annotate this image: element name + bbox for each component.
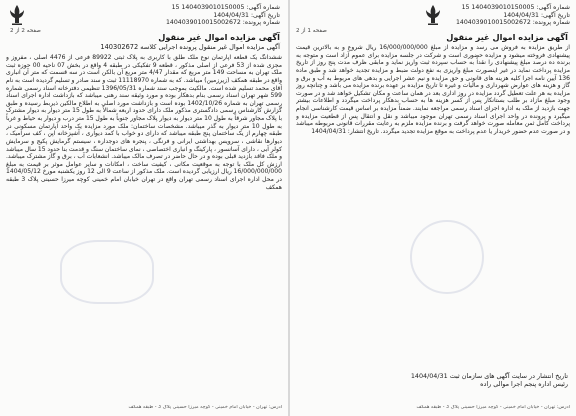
announcement-number: شماره آگهی: 1404039010150005 15 <box>461 4 570 11</box>
announcement-number: شماره آگهی: 1404039010150005 15 <box>171 4 280 11</box>
page-number: صفحه 1 از 2 <box>296 28 327 34</box>
case-number: شماره پرونده: 1404039010015002672 <box>165 19 280 27</box>
iran-emblem-icon <box>6 3 28 27</box>
page-number: صفحه 2 از 2 <box>10 28 41 34</box>
announcement-date: تاریخ آگهی: 1404/04/31 <box>213 11 280 19</box>
announcement-meta <box>166 4 280 27</box>
iran-emblem-icon <box>422 3 444 27</box>
page-footer: آدرس: تهران - خیابان امام خمینی - کوچه میرزا حسینی پلاک 3 - طبقه همکف <box>416 405 570 410</box>
page-gutter <box>288 0 290 416</box>
page-title: آگهی مزایده اموال غیر منقول <box>446 32 568 42</box>
case-number: شماره پرونده: 1404039010015002672 <box>455 19 570 27</box>
publication-date-line: تاریخ انتشار در سایت آگهی های سازمان ثبت 1404/04/31 <box>410 372 568 380</box>
page-1 <box>290 0 576 416</box>
case-subheading: آگهی مزایده اموال غیر منقول پرونده اجرایی کلاسه 140302672 <box>100 43 280 51</box>
page-title: آگهی مزایده اموال غیر منقول <box>158 32 280 42</box>
closing-block <box>411 372 568 388</box>
signatory-line: رئیس اداره پنجم اجرا موالی راده <box>480 380 568 389</box>
announcement-meta <box>456 4 570 27</box>
property-description: ششدانگ یک قطعه آپارتمان نوع ملک طلق با کاربری به پلاک ثبتی 89922 فرعی از 4476 اصلی ، مفروز و مجزی شده از 53 فرعی از اصلی مذکور ، قطعه 9 تفکیکی در طبقه 4 واقع در بخش 07 ناحیه 00 حوزه ثبت ملک تهران به مساحت 149 متر مربع که مقدار 4/47 متر مربع آن بالکن است در سه قسمت که متر آن انباری واقع در طبقه همکف (زیرزمین) میباشد. که به شماره 11118970 ثبت و سند صادر و تسلیم گردیده است به نام آقای محمد تسلیم شده است. مالکیت بموجب سند شماره 1396/05/31 تنظیمی دفترخانه اسناد رسمی شماره 599 شهر تهران اسناد رسمی بنام بدهکار بوده و مورد وثیقه سند رهنی میباشد که بازداشت اداره اجرای اسناد رسمی تهران به شماره 1402/10/26 بوده است و بازداشت مورد اصلی به اطلاع مالکین ذیربط رسیده و طبق گزارش کارشناس رسمی دادگستری مذکور ملک دارای حدود اربعه شمالاً به طول 15 متر دیوار به دیوار مشترک با پلاک مجاور شرقاً به طول 10 متر دیوار به دیوار پلاک مجاور جنوباً به طول 15 متر درب و دیوار به حیاط و غرباً به طول 10 متر دیوار به گذر میباشد. مشخصات ساختمان: ملک مورد مزایده یک واحد آپارتمان مسکونی در طبقه چهارم از یک ساختمان پنج طبقه میباشد که دارای دو خواب با کمد دیواری ، آشپزخانه اپن ، کف سرامیک ، دیوارها نقاشی ، سرویس بهداشتی ایرانی و فرنگی ، پنجره های دوجداره ، سیستم گرمایش پکیج و سرمایش کولر آبی ، دارای آسانسور ، پارکینگ و انباری اختصاصی ، نمای ساختمان سنگ و قدمت بنا حدود 15 سال میباشد و ملک فاقد بازدید قبلی بوده و در حال حاضر در تصرف مالک میباشد. انشعابات آب ، برق و گاز مشترک میباشد. ارزش کل ملک با توجه به موقعیت مکانی ، کیفیت ساخت ، امکانات و سایر عوامل موثر بر قیمت به مبلغ 16/000/000/000 ریال ارزیابی گردیده است. ملک مذکور از ساعت 9 الی 12 روز یکشنبه مورخ 1404/05/12 در محل اداره اجرای اسناد رسمی تهران واقع در تهران خیابان امام خمینی کوچه میرزا حسینی پلاک 3 طبقه همکف <box>6 54 282 191</box>
announcement-date: تاریخ آگهی: 1404/04/31 <box>503 11 570 19</box>
announcement-body: از طریق مزایده به فروش می رسد و مزایده از مبلغ 16/000/000/000 ریال شروع و به بالاترین قیمت پیشنهادی فروخته میشود و مزایده حضوری است و شرکت در جلسه مزایده برای عموم آزاد است و متوجه به برنده ده درصد مبلغ پیشنهادی را نقداً به حساب سپرده ثبت واریز نماید و مابقی ظرف مدت پنج روز از تاریخ مزایده پرداخت نماید در غیر اینصورت مبلغ واریزی به نفع دولت ضبط و مزایده تجدید خواهد شد و طبق ماده 136 آیین نامه اجرا کلیه هزینه های قانونی و حق مزایده و نیم عشر اجرایی و بدهی های مربوط به آب و برق و گاز و هزینه های عوارض شهرداری و مالیات و غیره تا تاریخ مزایده بر عهده برنده مزایده می باشد و چنانچه روز مزایده به هر علت تعطیل گردد مزایده در روز اداری بعد در همان ساعت و مکان تشکیل خواهد شد و در صورت وجود مبلغ مازاد بر طلب بستانکار پس از کسر هزینه ها به حساب بدهکار پرداخت میگردد و اطلاعات بیشتر جهت بازدید از ملک به اداره اجرای اسناد رسمی مراجعه نمایند. ضمناً مزایده بر اساس قیمت کارشناسی انجام میگیرد و پرونده در واحد اجرای اسناد رسمی تهران موجود میباشد و نقل و انتقال پس از قطعیت مزایده و پرداخت کامل ثمن معامله صورت خواهد گرفت و برنده مزایده ملزم به رعایت مقررات قانونی مربوطه میباشد و در صورت عدم حضور خریدار یا عدم پرداخت به موقع مزایده تجدید میگردد. تاریخ انتشار: 1404/04/31 <box>296 44 570 135</box>
page-footer: آدرس: تهران - خیابان امام خمینی - کوچه میرزا حسینی پلاک 3 - طبقه همکف <box>128 405 282 410</box>
